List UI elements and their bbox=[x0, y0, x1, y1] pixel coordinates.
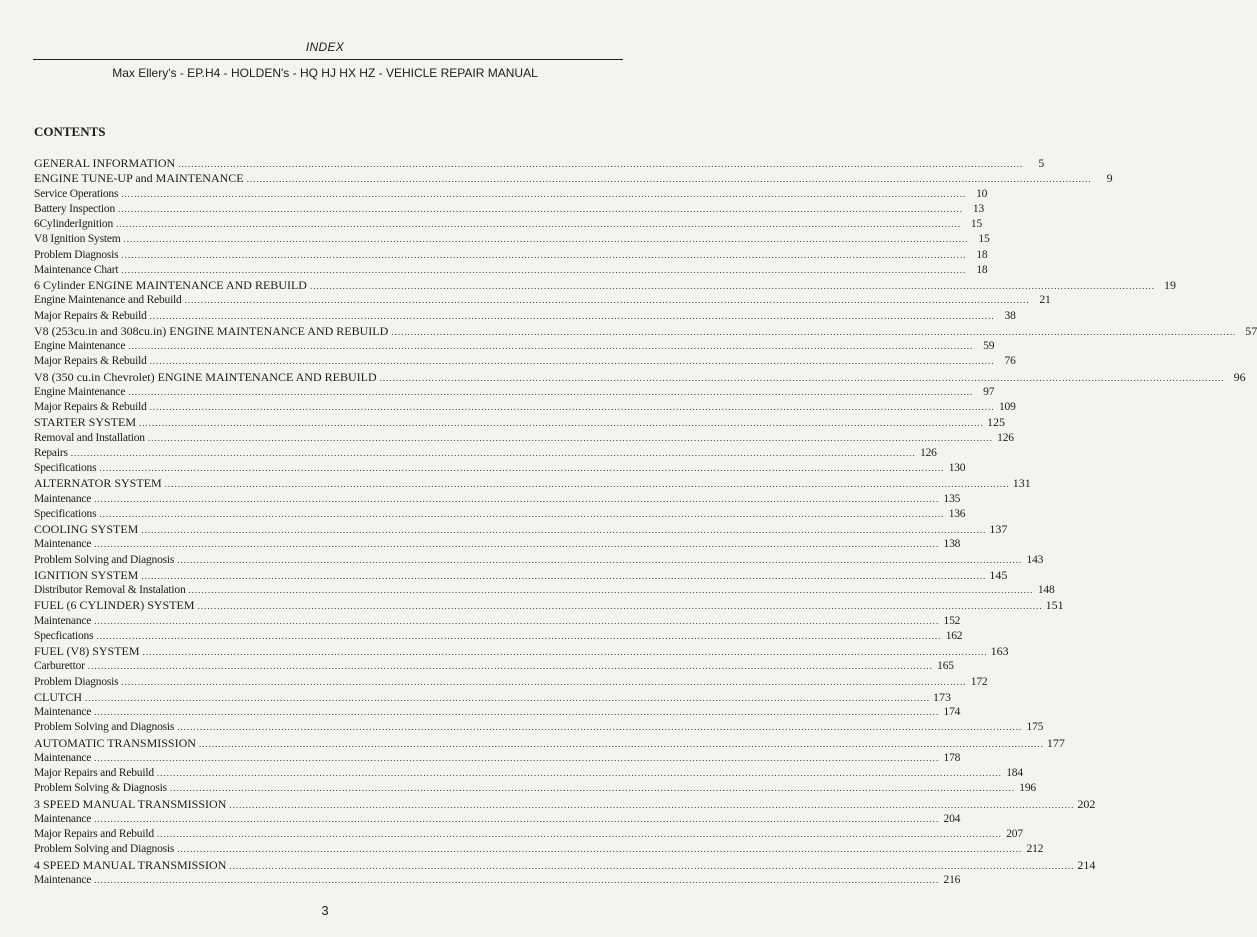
toc-entry bbox=[34, 659, 954, 674]
toc-entry bbox=[34, 156, 1045, 171]
toc-entry bbox=[34, 171, 1113, 186]
toc-entry-page: 13 bbox=[972, 202, 985, 215]
toc-entry-page: 19 bbox=[1163, 278, 1176, 292]
toc-entry-label: Problem Solving and Diagnosis bbox=[34, 843, 175, 856]
toc-entry bbox=[34, 766, 1023, 781]
toc-entry-page: 177 bbox=[1046, 735, 1065, 750]
dot-leader: .................................................................................................................................................................................................................................................................... bbox=[121, 264, 967, 275]
toc-entry bbox=[34, 400, 1016, 415]
toc-entry-label: FUEL (6 CYLINDER) SYSTEM bbox=[34, 598, 195, 613]
dot-leader: .................................................................................................................................................................................................................................................................... bbox=[139, 418, 984, 429]
toc-entry-page: 178 bbox=[943, 751, 961, 764]
toc-entry bbox=[34, 354, 1016, 369]
toc-entry bbox=[34, 507, 966, 522]
toc-entry-label: Specifications bbox=[34, 507, 97, 520]
toc-entry-label: Repairs bbox=[34, 446, 68, 459]
toc-entry-page: 214 bbox=[1077, 857, 1096, 872]
dot-leader: .................................................................................................................................................................................................................................................................... bbox=[96, 630, 942, 641]
dot-leader: .................................................................................................................................................................................................................................................................... bbox=[164, 479, 1010, 490]
toc-entry bbox=[34, 614, 961, 629]
dot-leader: .................................................................................................................................................................................................................................................................... bbox=[147, 432, 993, 443]
toc-entry-label: Problem Solving and Diagnosis bbox=[34, 553, 175, 566]
toc-entry-page: 10 bbox=[976, 187, 988, 200]
dot-leader: .................................................................................................................................................................................................................................................................... bbox=[116, 219, 962, 229]
dot-leader: .................................................................................................................................................................................................................................................................... bbox=[177, 722, 1023, 733]
toc-entry-page: 18 bbox=[976, 263, 988, 276]
toc-entry bbox=[34, 598, 1064, 613]
dot-leader: .................................................................................................................................................................................................................................................................... bbox=[149, 356, 995, 367]
toc-entry-label: Maintenance bbox=[34, 751, 92, 764]
toc-entry-label: V8 Ignition System bbox=[34, 233, 121, 246]
header-rule bbox=[33, 59, 623, 60]
dot-leader: .................................................................................................................................................................................................................................................................... bbox=[142, 647, 988, 657]
toc-entry bbox=[34, 553, 1044, 568]
toc-entry-page: 212 bbox=[1026, 843, 1044, 856]
dot-leader: .................................................................................................................................................................................................................................................................... bbox=[169, 783, 1015, 794]
dot-leader: .................................................................................................................................................................................................................................................................... bbox=[156, 829, 1002, 839]
toc-entry-label: Engine Maintenance and Rebuild bbox=[34, 294, 182, 307]
toc-entry bbox=[34, 309, 1016, 324]
toc-entry-page: 172 bbox=[970, 675, 988, 688]
toc-entry-label: Problem Solving and Diagnosis bbox=[34, 721, 175, 734]
dot-leader: .................................................................................................................................................................................................................................................................... bbox=[141, 525, 987, 535]
toc-entry-label: GENERAL INFORMATION bbox=[34, 156, 176, 170]
toc-entry-page: 163 bbox=[990, 644, 1009, 658]
dot-leader: .................................................................................................................................................................................................................................................................... bbox=[121, 188, 967, 199]
dot-leader: .................................................................................................................................................................................................................................................................... bbox=[379, 372, 1225, 383]
toc-entry-page: 137 bbox=[989, 522, 1008, 536]
toc-entry-page: 131 bbox=[1012, 476, 1031, 491]
toc-entry bbox=[34, 567, 1008, 583]
toc-entry-page: 202 bbox=[1077, 796, 1096, 811]
toc-entry-label: Engine Maintenance bbox=[34, 385, 126, 398]
toc-entry-page: 109 bbox=[998, 401, 1016, 413]
dot-leader: .................................................................................................................................................................................................................................................................... bbox=[85, 692, 930, 703]
toc-entry bbox=[34, 217, 983, 232]
toc-entry bbox=[34, 232, 990, 247]
toc-entry-label: Maintenance bbox=[34, 812, 92, 825]
toc-entry-page: 126 bbox=[997, 431, 1014, 444]
dot-leader: .................................................................................................................................................................................................................................................................... bbox=[94, 707, 940, 717]
dot-leader: .................................................................................................................................................................................................................................................................... bbox=[99, 508, 945, 519]
toc-entry-label: Major Repairs & Rebuild bbox=[34, 309, 147, 322]
toc-entry-page: 5 bbox=[1038, 156, 1045, 170]
toc-entry-page: 175 bbox=[1026, 721, 1044, 734]
toc-entry-label: Specfications bbox=[34, 629, 94, 642]
toc-entry bbox=[34, 873, 961, 888]
toc-entry-label: Maintenance bbox=[34, 538, 92, 551]
toc-entry-label: CLUTCH bbox=[34, 689, 82, 704]
toc-entry-page: 15 bbox=[970, 218, 983, 230]
toc-entry-page: 184 bbox=[1006, 767, 1023, 779]
toc-entry-page: 145 bbox=[989, 567, 1008, 582]
dot-leader: .................................................................................................................................................................................................................................................................... bbox=[121, 249, 967, 260]
toc-entry bbox=[34, 263, 988, 278]
toc-entry-label: Maintenance Chart bbox=[34, 263, 119, 276]
toc-entry-page: 173 bbox=[933, 689, 951, 704]
toc-entry-page: 15 bbox=[978, 233, 990, 246]
dot-leader: .................................................................................................................................................................................................................................................................... bbox=[128, 386, 974, 397]
toc-entry-label: Major Repairs and Rebuild bbox=[34, 828, 154, 840]
dot-leader: .................................................................................................................................................................................................................................................................... bbox=[229, 860, 1075, 871]
dot-leader: .................................................................................................................................................................................................................................................................... bbox=[141, 570, 987, 581]
dot-leader: .................................................................................................................................................................................................................................................................... bbox=[197, 601, 1043, 612]
toc-entry-label: Problem Solving & Diagnosis bbox=[34, 782, 167, 795]
dot-leader: .................................................................................................................................................................................................................................................................... bbox=[94, 752, 940, 763]
toc-entry bbox=[34, 415, 1005, 430]
toc-entry-label: 6CylinderIgnition bbox=[34, 218, 114, 230]
toc-entry-page: 138 bbox=[943, 538, 961, 551]
toc-entry-page: 216 bbox=[943, 873, 961, 886]
toc-entry bbox=[34, 248, 988, 263]
toc-entry bbox=[34, 476, 1031, 491]
toc-entry-label: IGNITION SYSTEM bbox=[34, 567, 139, 582]
toc-entry bbox=[34, 323, 1257, 339]
dot-leader: .................................................................................................................................................................................................................................................................... bbox=[121, 676, 967, 687]
toc-entry bbox=[34, 675, 988, 690]
toc-entry-label: Distributor Removal & Instalation bbox=[34, 584, 186, 596]
toc-entry bbox=[34, 720, 1044, 735]
toc-entry bbox=[34, 812, 961, 827]
dot-leader: .................................................................................................................................................................................................................................................................... bbox=[229, 799, 1075, 810]
toc-entry-page: 9 bbox=[1106, 171, 1113, 186]
toc-entry-page: 207 bbox=[1006, 828, 1023, 840]
toc-entry bbox=[34, 522, 1008, 537]
toc-entry-page: 97 bbox=[983, 385, 995, 398]
toc-entry bbox=[34, 583, 1055, 598]
manual-title: Max Ellery's - EP.H4 - HOLDEN's - HQ HJ HX HZ - VEHICLE REPAIR MANUAL bbox=[112, 66, 538, 80]
toc-entry bbox=[34, 796, 1096, 812]
toc-entry-label: Major Repairs & Rebuild bbox=[34, 401, 147, 413]
toc-entry bbox=[34, 202, 985, 217]
toc-entry-label: Major Repairs & Rebuild bbox=[34, 355, 147, 368]
toc-entry-label: V8 (350 cu.in Chevrolet) ENGINE MAINTENANCE AND REBUILD bbox=[34, 369, 377, 384]
toc-entry-page: 174 bbox=[943, 706, 961, 718]
toc-entry-page: 196 bbox=[1019, 782, 1036, 795]
toc-entry-page: 57 bbox=[1245, 323, 1257, 338]
toc-entry-label: Specifications bbox=[34, 462, 97, 474]
toc-entry-label: FUEL (V8) SYSTEM bbox=[34, 644, 140, 658]
toc-entry-label: Major Repairs and Rebuild bbox=[34, 767, 154, 779]
toc-entry-page: 135 bbox=[943, 492, 961, 505]
dot-leader: .................................................................................................................................................................................................................................................................... bbox=[177, 844, 1023, 855]
toc-entry-page: 204 bbox=[943, 812, 961, 825]
toc-entry bbox=[34, 187, 988, 202]
dot-leader: .................................................................................................................................................................................................................................................................... bbox=[246, 174, 1092, 185]
toc-entry-label: ALTERNATOR SYSTEM bbox=[34, 476, 162, 491]
dot-leader: .................................................................................................................................................................................................................................................................... bbox=[87, 661, 933, 672]
toc-entry-label: COOLING SYSTEM bbox=[34, 522, 139, 536]
toc-entry bbox=[34, 629, 963, 644]
toc-entry-page: 143 bbox=[1026, 553, 1044, 566]
toc-entry bbox=[34, 781, 1036, 796]
toc-entry bbox=[34, 293, 1051, 308]
toc-entry-label: 3 SPEED MANUAL TRANSMISSION bbox=[34, 796, 227, 811]
toc-entry-label: Problem Diagnosis bbox=[34, 675, 119, 688]
toc-entry bbox=[34, 492, 961, 507]
toc-entry-page: 76 bbox=[1004, 355, 1016, 368]
toc-entry bbox=[34, 431, 1014, 446]
dot-leader: .................................................................................................................................................................................................................................................................... bbox=[94, 813, 940, 824]
toc-entry bbox=[34, 339, 995, 354]
toc-entry-label: STARTER SYSTEM bbox=[34, 415, 136, 430]
toc-entry-page: 136 bbox=[948, 507, 966, 520]
toc-entry-label: Battery Inspection bbox=[34, 202, 116, 215]
toc-entry-page: 21 bbox=[1039, 294, 1051, 307]
toc-entry-label: 6 Cylinder ENGINE MAINTENANCE AND REBUILD bbox=[34, 278, 307, 292]
toc-entry-page: 18 bbox=[976, 248, 988, 261]
dot-leader: .................................................................................................................................................................................................................................................................... bbox=[149, 402, 995, 412]
dot-leader: .................................................................................................................................................................................................................................................................... bbox=[99, 463, 945, 473]
toc-entry-page: 38 bbox=[1004, 309, 1016, 322]
toc-entry-page: 162 bbox=[945, 629, 963, 642]
running-header: INDEX bbox=[305, 40, 345, 54]
toc-entry bbox=[34, 827, 1023, 842]
toc-entry bbox=[34, 537, 961, 552]
table-of-contents bbox=[34, 156, 1257, 888]
page-number: 3 bbox=[321, 903, 329, 918]
dot-leader: .................................................................................................................................................................................................................................................................... bbox=[188, 585, 1034, 595]
toc-entry bbox=[34, 705, 961, 720]
dot-leader: .................................................................................................................................................................................................................................................................... bbox=[94, 493, 940, 504]
dot-leader: .................................................................................................................................................................................................................................................................... bbox=[198, 738, 1044, 749]
toc-entry-label: 4 SPEED MANUAL TRANSMISSION bbox=[34, 857, 227, 872]
toc-entry-page: 151 bbox=[1045, 598, 1064, 613]
toc-entry bbox=[34, 735, 1065, 751]
toc-entry-page: 165 bbox=[937, 660, 954, 673]
toc-entry bbox=[34, 751, 961, 766]
contents-heading: CONTENTS bbox=[34, 124, 106, 139]
toc-entry-label: Problem Diagnosis bbox=[34, 248, 119, 261]
toc-entry bbox=[34, 842, 1044, 857]
toc-entry-label: Maintenance bbox=[34, 706, 92, 718]
toc-entry-page: 96 bbox=[1233, 369, 1246, 384]
dot-leader: .................................................................................................................................................................................................................................................................... bbox=[123, 234, 969, 245]
toc-entry bbox=[34, 689, 951, 705]
dot-leader: .................................................................................................................................................................................................................................................................... bbox=[94, 539, 940, 550]
toc-entry bbox=[34, 369, 1246, 385]
dot-leader: .................................................................................................................................................................................................................................................................... bbox=[149, 310, 995, 321]
dot-leader: .................................................................................................................................................................................................................................................................... bbox=[178, 159, 1024, 169]
dot-leader: .................................................................................................................................................................................................................................................................... bbox=[70, 447, 916, 458]
toc-entry-page: 125 bbox=[987, 415, 1005, 430]
dot-leader: .................................................................................................................................................................................................................................................................... bbox=[156, 768, 1002, 778]
toc-entry bbox=[34, 857, 1096, 873]
toc-entry-label: Maintenance bbox=[34, 492, 92, 505]
dot-leader: .................................................................................................................................................................................................................................................................... bbox=[94, 615, 940, 626]
toc-entry-label: Maintenance bbox=[34, 614, 92, 627]
toc-entry-page: 59 bbox=[983, 340, 995, 352]
toc-entry-page: 148 bbox=[1037, 584, 1055, 596]
toc-entry bbox=[34, 446, 937, 461]
toc-entry-label: Carburettor bbox=[34, 660, 85, 673]
toc-entry-label: Maintenance bbox=[34, 873, 92, 886]
toc-entry bbox=[34, 278, 1176, 293]
dot-leader: .................................................................................................................................................................................................................................................................... bbox=[94, 874, 940, 885]
toc-entry-label: ENGINE TUNE-UP and MAINTENANCE bbox=[34, 171, 244, 186]
dot-leader: .................................................................................................................................................................................................................................................................... bbox=[184, 295, 1030, 306]
dot-leader: .................................................................................................................................................................................................................................................................... bbox=[391, 326, 1237, 337]
toc-entry-page: 130 bbox=[948, 462, 966, 474]
dot-leader: .................................................................................................................................................................................................................................................................... bbox=[118, 203, 964, 214]
toc-entry-label: Engine Maintenance bbox=[34, 340, 126, 352]
toc-entry-label: Removal and Installation bbox=[34, 431, 145, 444]
toc-entry-label: AUTOMATIC TRANSMISSION bbox=[34, 735, 196, 750]
toc-entry bbox=[34, 385, 995, 400]
toc-entry-label: Service Operations bbox=[34, 187, 119, 200]
dot-leader: .................................................................................................................................................................................................................................................................... bbox=[177, 554, 1023, 565]
toc-entry-page: 126 bbox=[920, 446, 937, 459]
dot-leader: .................................................................................................................................................................................................................................................................... bbox=[128, 341, 974, 351]
toc-entry bbox=[34, 461, 966, 476]
dot-leader: .................................................................................................................................................................................................................................................................... bbox=[309, 281, 1155, 291]
toc-entry bbox=[34, 644, 1009, 659]
toc-entry-label: V8 (253cu.in and 308cu.in) ENGINE MAINTENANCE AND REBUILD bbox=[34, 323, 389, 338]
toc-entry-page: 152 bbox=[943, 614, 961, 627]
